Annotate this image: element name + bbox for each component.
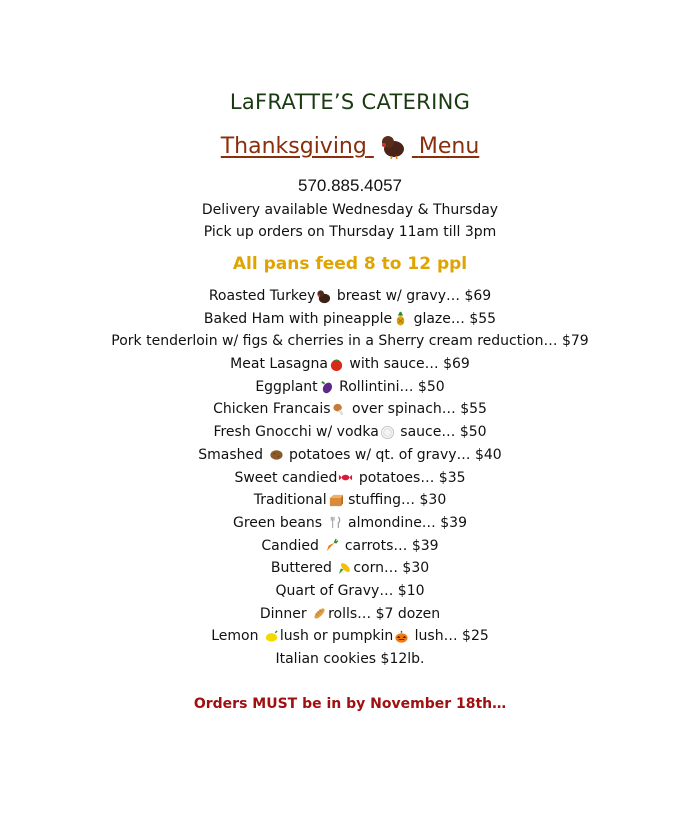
carrot-icon [324, 538, 339, 553]
menu-title [0, 134, 700, 159]
menu-item: Dinner rolls… $7 dozen [259, 605, 441, 622]
menu-list [0, 285, 700, 671]
order-deadline: Orders MUST be in by November 18th… [193, 696, 507, 712]
menu-item: Eggplant Rollintini… $50 [255, 378, 445, 395]
menu-item: Candied carrots… $39 [261, 537, 439, 554]
menu-item: Smashed potatoes w/ qt. of gravy… $40 [198, 446, 502, 463]
title-text-end: Menu [418, 134, 480, 159]
company-name: LaFRATTE’S CATERING [229, 90, 471, 114]
menu-item: Green beans almondine… $39 [233, 514, 467, 531]
menu-item: Chicken Francais over spinach… $55 [213, 401, 487, 418]
menu-item: Roasted Turkey breast w/ gravy… $69 [208, 288, 492, 304]
pickup-info: Pick up orders on Thursday 11am till 3pm [203, 224, 497, 240]
potato-icon [269, 447, 284, 462]
menu-item: Fresh Gnocchi w/ vodka sauce… $50 [213, 424, 487, 441]
menu-item: Sweet candied potatoes… $35 [234, 469, 466, 486]
pumpkin-icon [394, 629, 409, 644]
turkey-icon [316, 289, 331, 304]
candy-icon [338, 470, 353, 485]
fork-knife-icon [328, 515, 343, 530]
bread-box-icon [328, 493, 343, 508]
menu-item: Buttered corn… $30 [270, 560, 430, 577]
delivery-info: Delivery available Wednesday & Thursday [201, 202, 499, 218]
menu-item: Pork tenderloin w/ figs & cherries in a Sherry cream reduction… $79 [111, 333, 589, 350]
chicken-leg-icon [332, 402, 347, 417]
turkey-icon [380, 135, 406, 159]
eggplant-icon [319, 379, 334, 394]
menu-item: Baked Ham with pineapple glaze… $55 [203, 310, 497, 327]
title-text-start: Thanksgiving [220, 134, 367, 159]
menu-item: Traditional stuffing… $30 [253, 492, 447, 509]
phone-number: 570.885.4057 [298, 176, 402, 195]
lemon-icon [264, 629, 279, 644]
serving-note: All pans feed 8 to 12 ppl [232, 254, 468, 274]
menu-item: Lemon lush or pumpkin lush… $25 [211, 628, 489, 645]
pineapple-icon [393, 311, 408, 326]
bread-roll-icon [312, 606, 327, 621]
plate-icon [380, 425, 395, 440]
corn-icon [337, 561, 352, 576]
menu-item: Italian cookies $12lb. [275, 651, 425, 667]
tomato-icon [329, 357, 344, 372]
menu-item: Meat Lasagna with sauce… $69 [230, 356, 470, 373]
menu-item: Quart of Gravy… $10 [275, 582, 425, 599]
